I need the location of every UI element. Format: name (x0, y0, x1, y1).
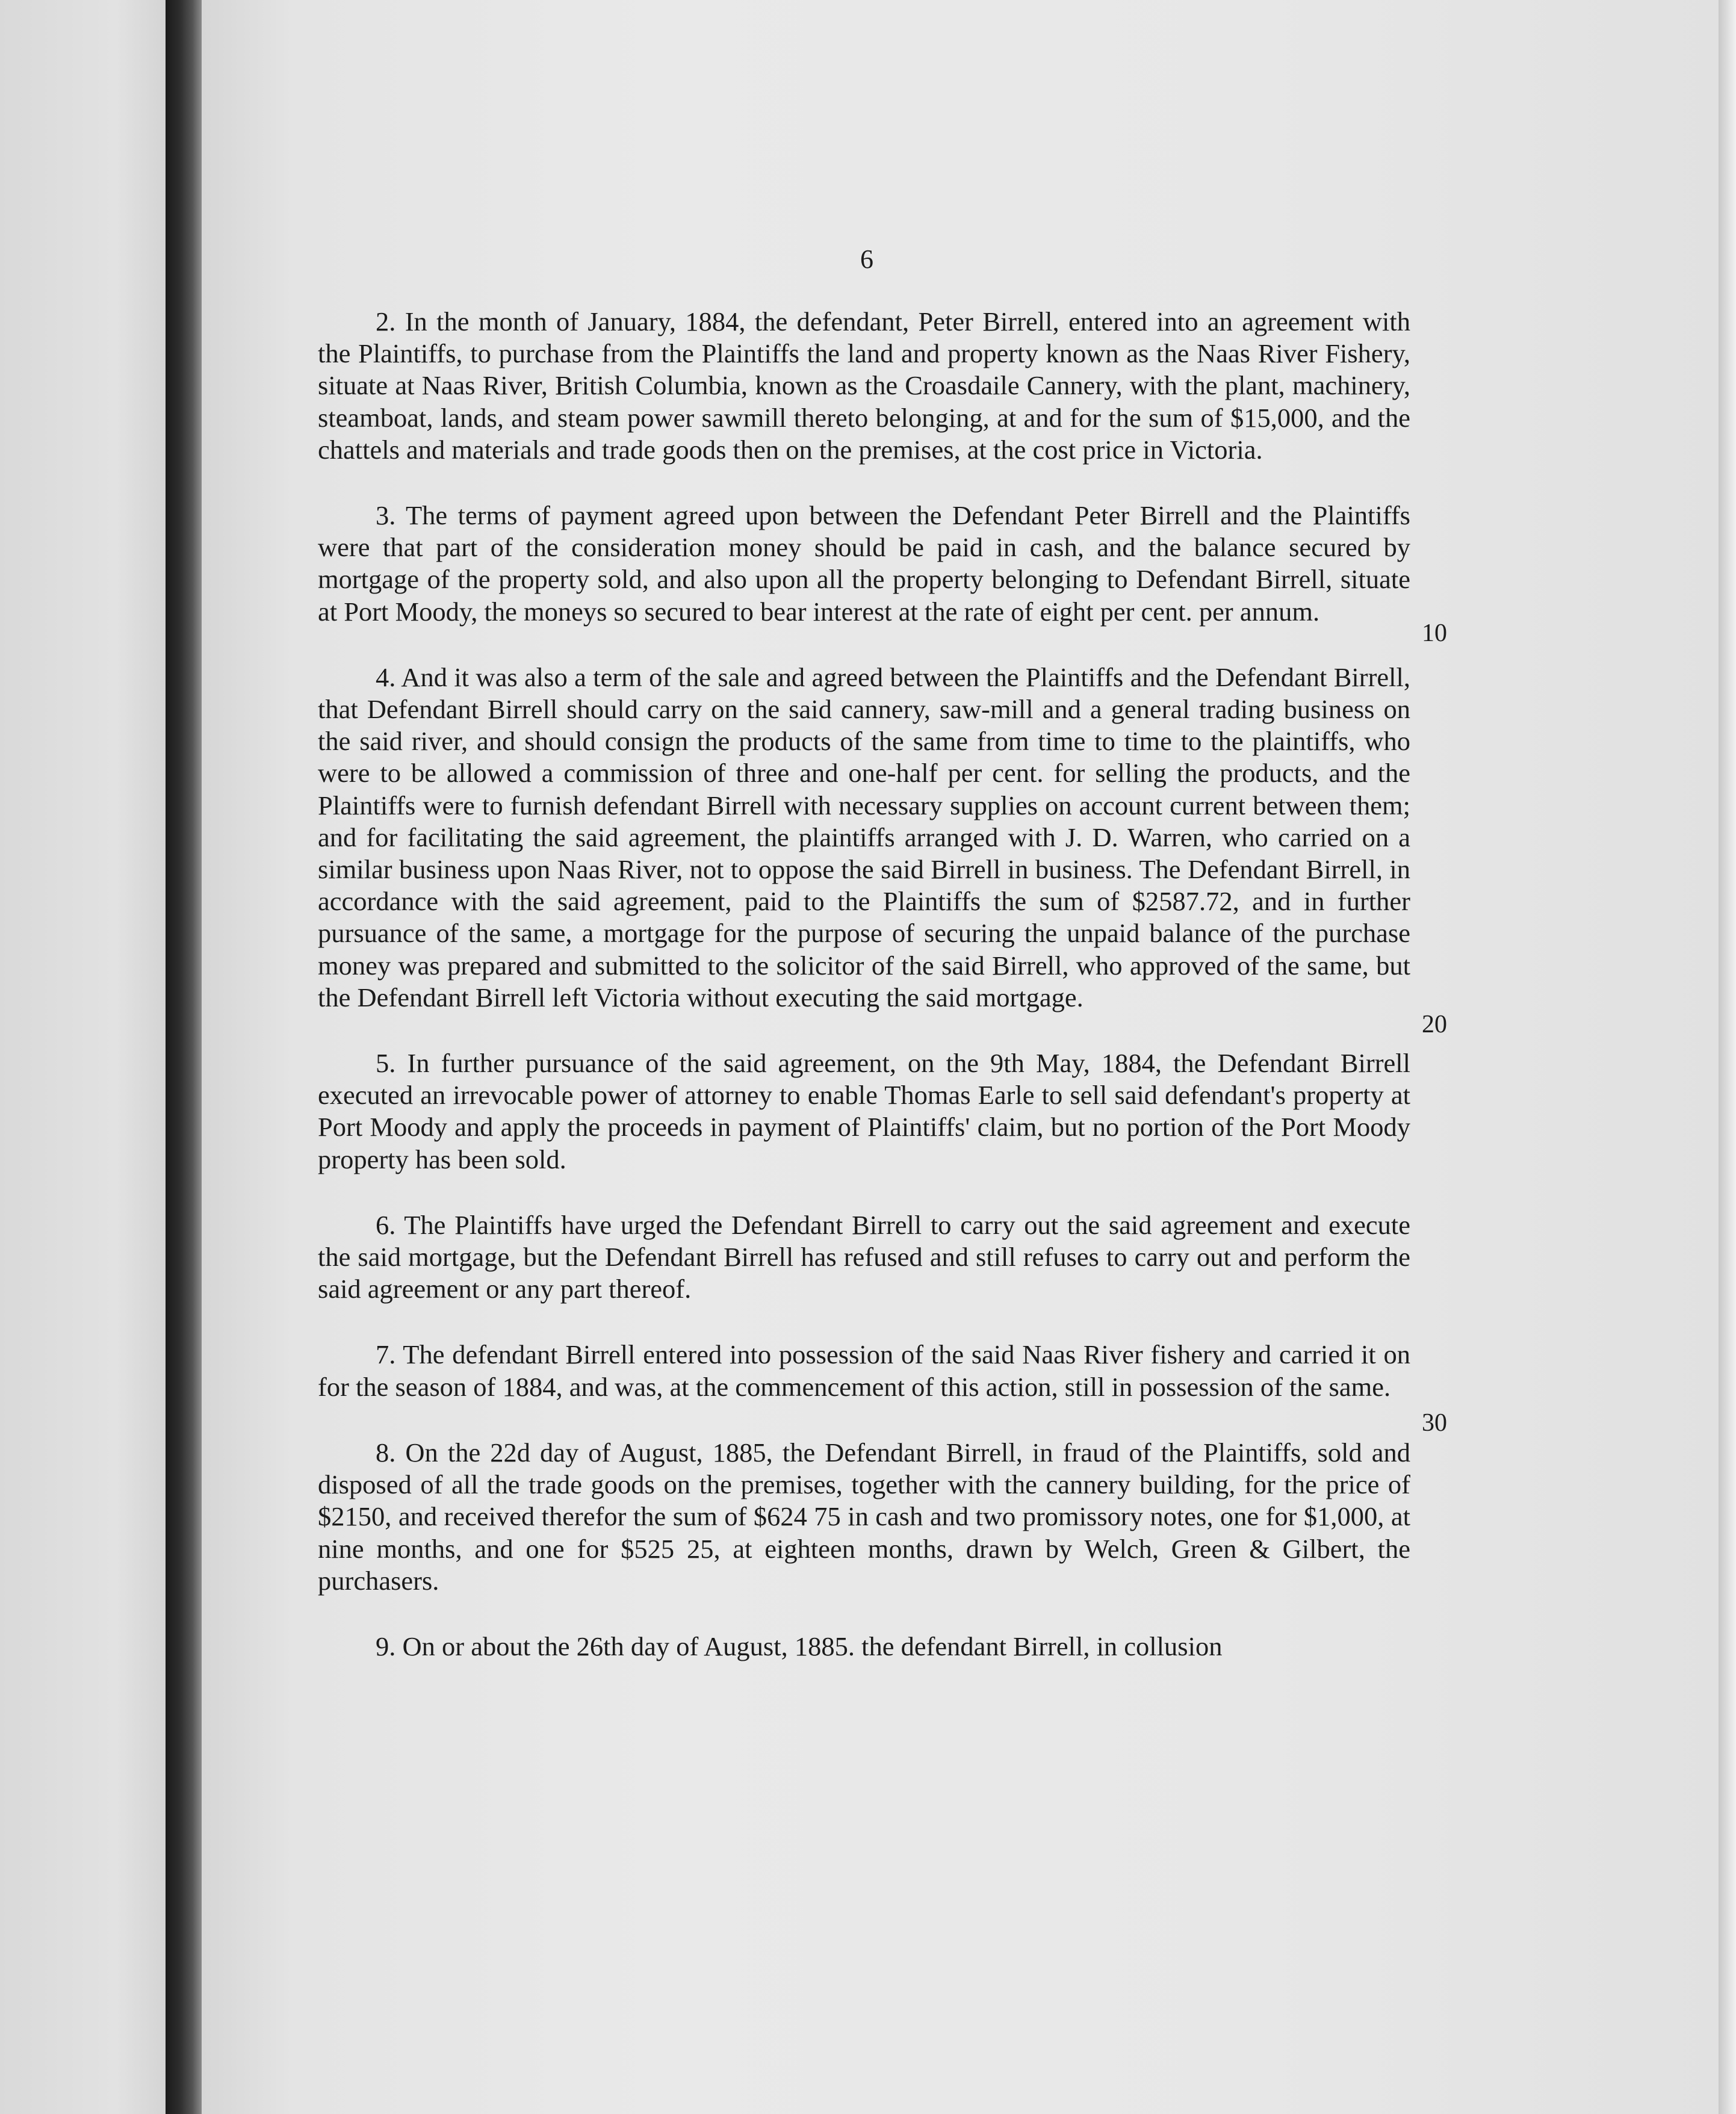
paragraph-2: 2. In the month of January, 1884, the defendant, Peter Birrell, entered into an agreement with the Plaintiffs, to purchase from the Plaintiffs the land and property known as the Naas River Fishery, situate at Naas River, British Columbia, known as the Croasdaile Cannery, with the plant, machinery, steamboat, lands, and steam power sawmill thereto belonging, at and for the sum of $15,000, and the chattels and materials and trade goods then on the premises, at the cost price in Victoria. (318, 306, 1410, 465)
binding-shadow (166, 0, 202, 2114)
paragraph-4: 4. And it was also a term of the sale and agreed between the Plaintiffs and the Defendant Birrell, that Defendant Birrell should carry on the said cannery, saw-mill and a general trading business on the said river, and should consign the products of the same from time to time to the plaintiffs, who were to be allowed a commission of three and one-half per cent. for selling the products, and the Plaintiffs were to furnish defendant Birrell with necessary supplies on account current between them; and for facilitating the said agreement, the plaintiffs arranged with J. D. Warren, who carried on a similar business upon Naas River, not to oppose the said Birrell in business. The Defendant Birrell, in accordance with the said agreement, paid to the Plaintiffs the sum of $2587.72, and in further pursuance of the same, a mortgage for the purpose of securing the unpaid balance of the purchase money was prepared and submitted to the solicitor of the said Birrell, who approved of the same, but the Defendant Birrell left Victoria without executing the said mortgage. (318, 662, 1410, 1012)
line-number-30: 30 (1422, 1409, 1447, 1437)
paragraph-9: 9. On or about the 26th day of August, 1885. the defendant Birrell, in collusion (376, 1631, 1223, 1661)
paragraph-8: 8. On the 22d day of August, 1885, the Defendant Birrell, in fraud of the Plaintiffs, sold and disposed of all the trade goods on the premises, together with the cannery building, for the price of $2150, and received therefor the sum of $624 75 in cash and two promissory notes, one for $1,000, at nine months, and one for $525 25, at eighteen months, drawn by Welch, Green & Gilbert, the purchasers. (318, 1437, 1410, 1596)
paragraph-6: 6. The Plaintiffs have urged the Defendant Birrell to carry out the said agreement and execute the said mortgage, but the Defendant Birrell has refused and still refuses to carry out and perform the said agreement or any part thereof. (318, 1209, 1410, 1304)
line-number-20: 20 (1422, 1011, 1447, 1038)
scan-right-edge (1719, 0, 1736, 2114)
document-body (318, 306, 1410, 1663)
paragraph-7: 7. The defendant Birrell entered into possession of the said Naas River fishery and carried it on for the season of 1884, and was, at the commencement of this action, still in possession of the same. (318, 1339, 1410, 1402)
page-number: 6 (860, 244, 873, 274)
paragraph-5: 5. In further pursuance of the said agreement, on the 9th May, 1884, the Defendant Birrell executed an irrevocable power of attorney to enable Thomas Earle to sell said defendant's property at Port Moody and apply the proceeds in payment of Plaintiffs' claim, but no portion of the Port Moody property has been sold. (318, 1048, 1410, 1174)
paragraph-3: 3. The terms of payment agreed upon between the Defendant Peter Birrell and the Plaintiffs were that part of the consideration money should be paid in cash, and the balance secured by mortgage of the property sold, and also upon all the property belonging to Defendant Birrell, situate at Port Moody, the moneys so secured to bear interest at the rate of eight per cent. per annum. (318, 500, 1410, 627)
line-number-10: 10 (1422, 619, 1447, 647)
scan-left-margin (0, 0, 166, 2114)
